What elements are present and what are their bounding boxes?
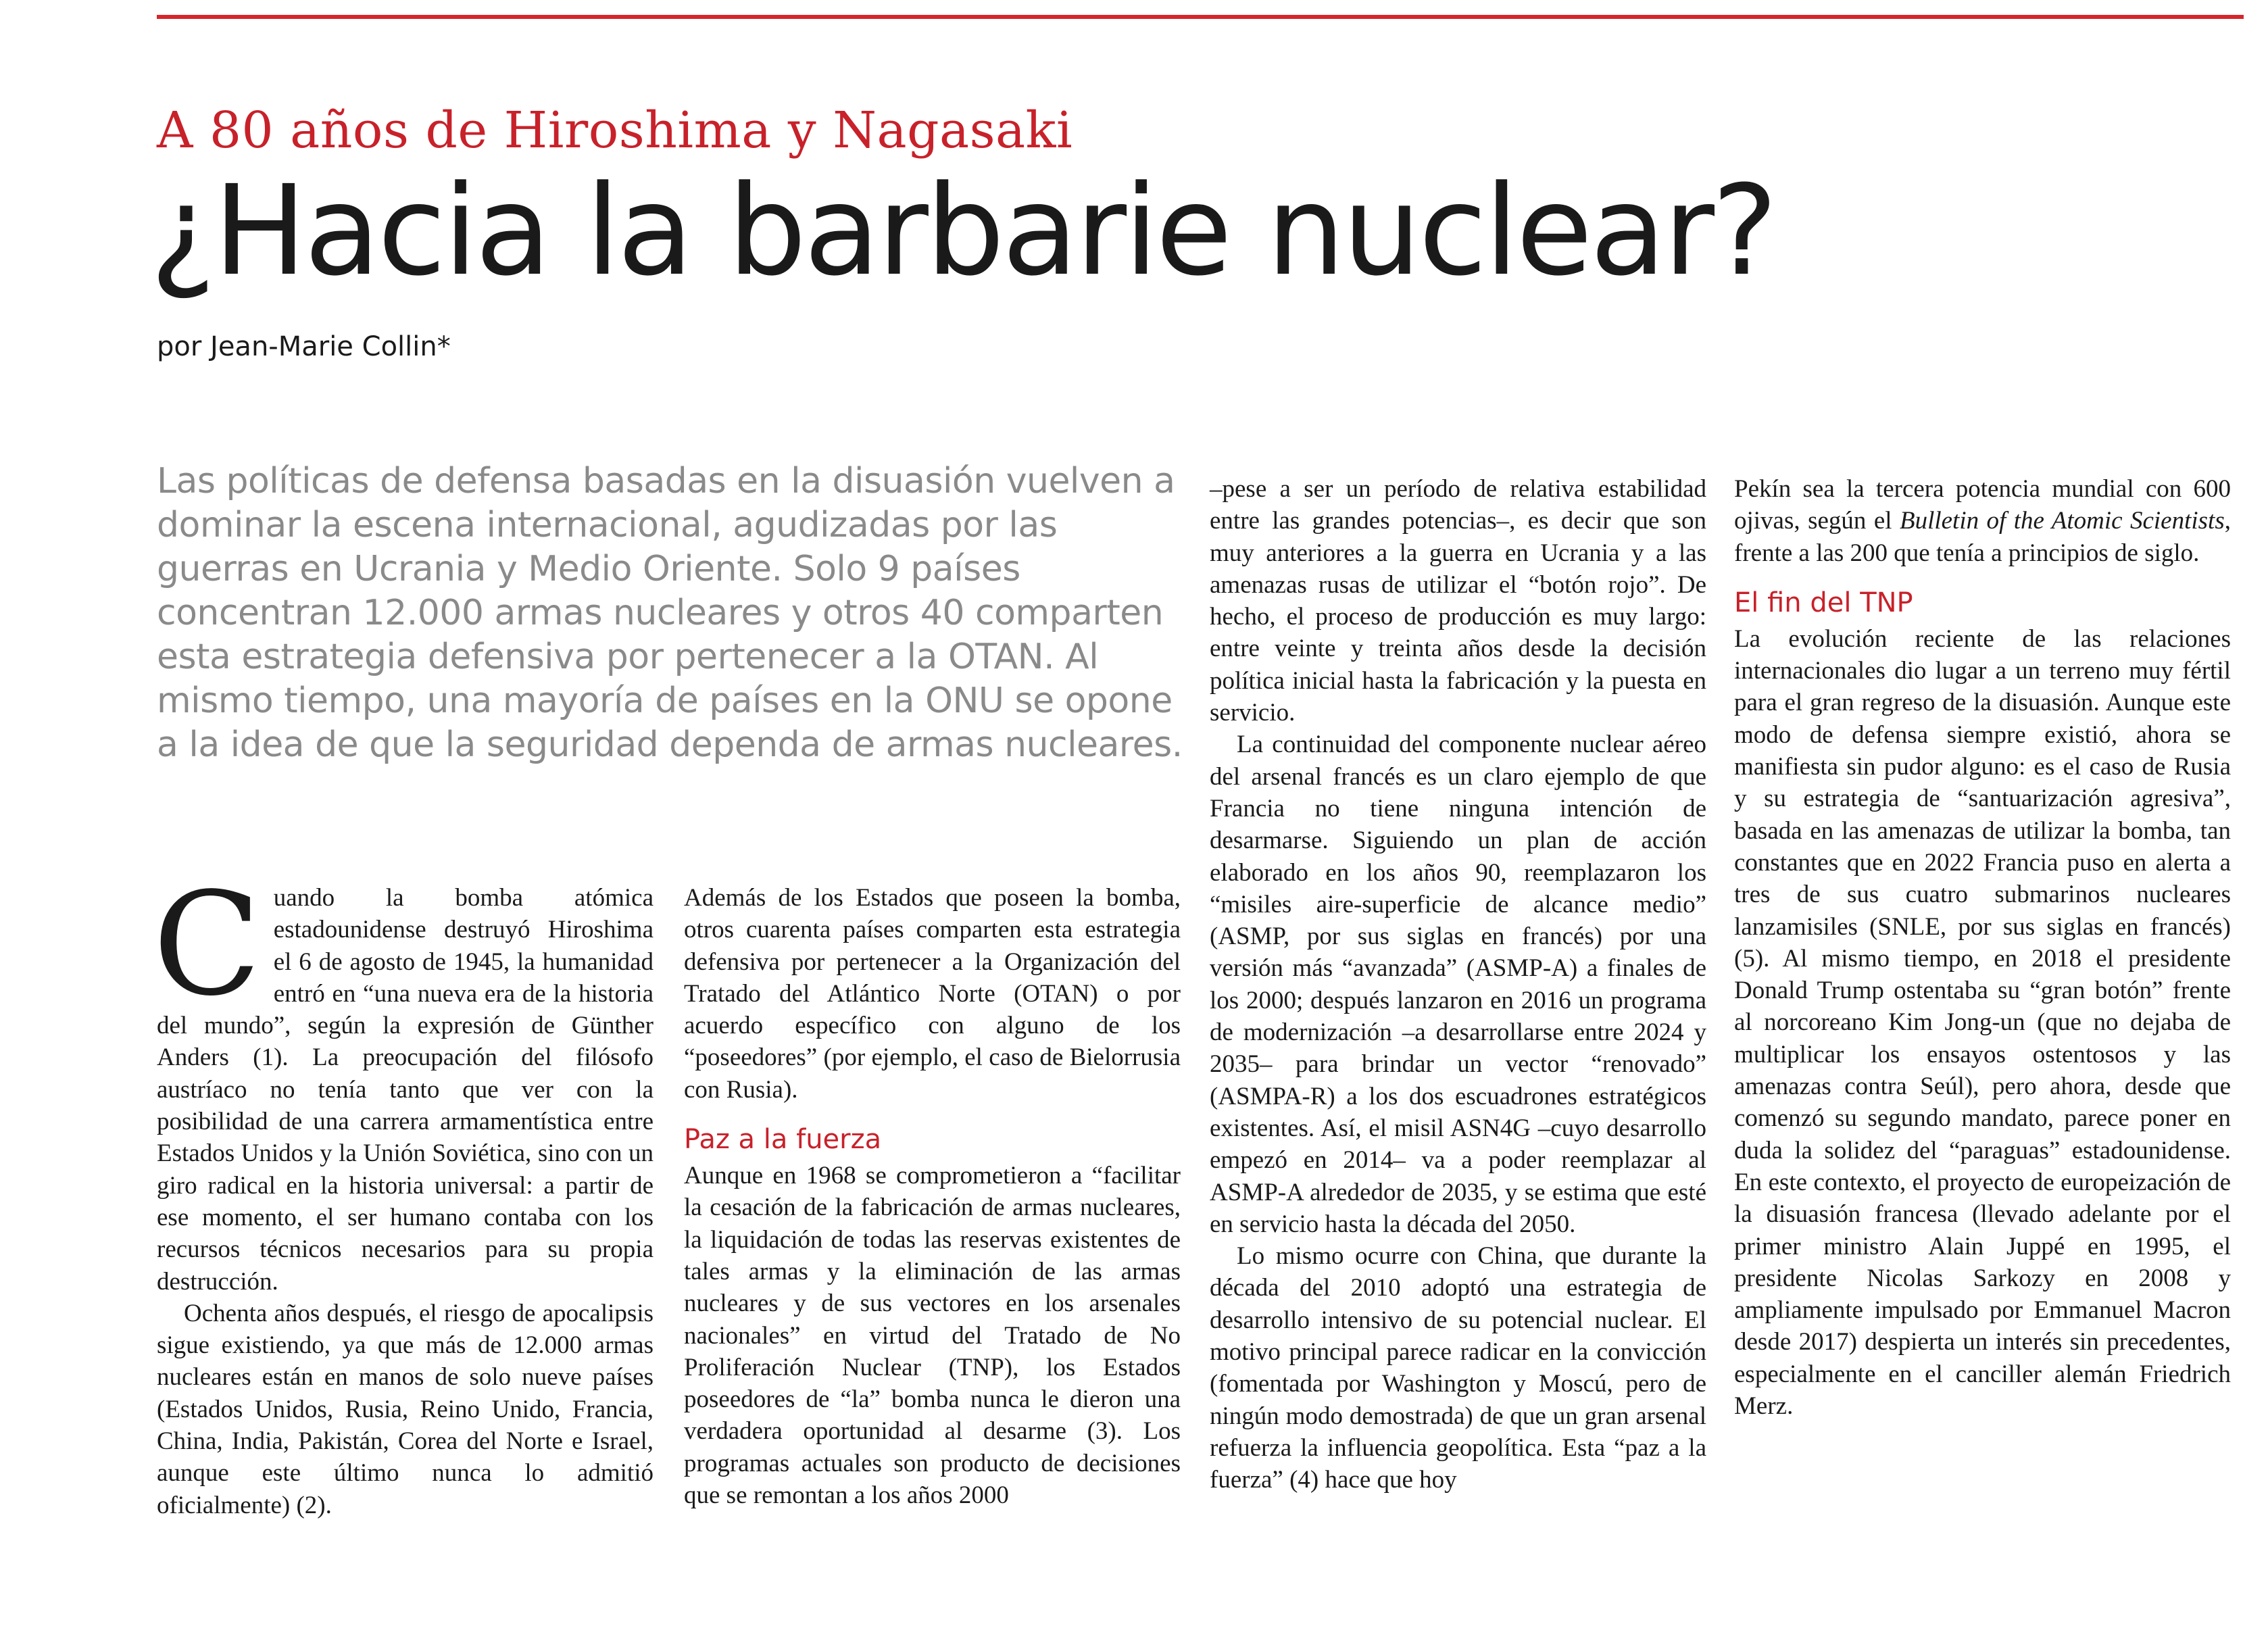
publication-title: Bulletin of the Atomic Scientists [1899, 507, 2225, 535]
paragraph: La evolución reciente de las relaciones internacionales dio lugar a un terreno muy fértil para el gran regreso de la disuasión. Aunque este modo de defensa siempre existió, ahora se manifiesta sin pudor alguno: es el caso de Rusia y su estrategia de “santuarización agresiva”, basada en las amenazas de utilizar la bomba, tan constantes que en 2022 Francia puso en alerta a tres de sus cuatro submarinos nucleares lanzamisiles (SNLE, por sus siglas en francés) (5). Al mismo tiempo, en 2018 el presidente Donald Trump ostentaba su “gran botón” frente al norcoreano Kim Jong-un (que no dejaba de multiplicar los ensayos ostentosos y las amenazas contra Seúl), pero ahora, desde que comenzó su segundo mandato, parece poner en duda la solidez del “paraguas” estadounidense. En este contexto, el proyecto de europeización de la disuasión francesa (llevado adelante por el primer ministro Alain Juppé en 1995, el presidente Nicolas Sarkozy en 2008 y ampliamente impulsado por Emmanuel Macron desde 2017) despierta un interés sin precedentes, especialmente en el canciller alemán Friedrich Merz. [1734, 624, 2231, 1421]
paragraph: Además de los Estados que poseen la bomba, otros cuarenta países comparten esta estrategia defensiva por pertenecer a la Organización del Tratado del Atlántico Norte (OTAN) o por acuerdo específico con alguno de los “poseedores” (por ejemplo, el caso de Bielorrusia con Rusia). [684, 884, 1181, 1104]
paragraph: La continuidad del componente nuclear aéreo del arsenal francés es un claro ejemplo de que Francia no tiene ninguna intención de desarmarse. Siguiendo un plan de acción elaborado en los años 90, reemplazaron los “misiles aire-superficie de alcance medio” (ASMP, por sus siglas en francés) por una versión más “avanzada” (ASMP-A) a finales de los 2000; después lanzaron en 2016 un programa de modernización –a desarrollarse entre 2024 y 2035– para brindar un vector “renovado” (ASMPA-R) a los dos escuadrones estratégicos existentes. Así, el misil ASN4G –cuyo desarrollo empezó en 2014– va a poder reemplazar al ASMP-A alrededor de 2035, y se estima que esté en servicio hasta la década del 2050. [1210, 731, 1706, 1238]
byline: por Jean-Marie Collin* [157, 331, 451, 362]
paragraph: Lo mismo ocurre con China, que durante la década del 2010 adoptó una estrategia de desarrollo intensivo de su potencial nuclear. El motivo principal parece radicar en la convicción (fomentada por Washington y Moscú, pero de ningún modo demostrada) de que un gran arsenal refuerza la influencia geopolítica. Esta “paz a la fuerza” (4) hace que hoy [1210, 1242, 1706, 1494]
paragraph: Aunque en 1968 se comprometieron a “facilitar la cesación de la fabricación de armas nucleares, la liquidación de todas las reservas existentes de tales armas y la eliminación de las armas nucleares y de sus vectores en los arsenales nacionales” en virtud del Tratado de No Proliferación Nuclear (TNP), los Estados poseedores de “la” bomba nunca le dieron una verdadera oportunidad al desarme (3). Los programas actuales son producto de decisiones que se remontan a los años 2000 [684, 1162, 1181, 1510]
column-3 [1210, 473, 1706, 1496]
subhead-paz-a-la-fuerza: Paz a la fuerza [684, 1124, 882, 1156]
drop-cap: C [153, 862, 262, 1027]
lede: Las políticas de defensa basadas en la disuasión vuelven a dominar la escena internacional, agudizadas por las guerras en Ucrania y Medio Oriente. Solo 9 países concentran 12.000 armas nucleares y otros 40 comparten esta estrategia defensiva por pertenecer a la OTAN. Al mismo tiempo, una mayoría de países en la ONU se opone a la idea de que la seguridad dependa de armas nucleares. [157, 461, 1183, 765]
text-run: Pekín sea la tercera potencia mundial con 600 ojivas, según el [1734, 475, 2231, 535]
paragraph: uando la bomba atómica estadounidense destruyó Hiroshima el 6 de agosto de 1945, la humanidad entró en “una nueva era de la historia del mundo”, según la expresión de Günther Anders (1). La preocupación del filósofo austríaco no tenía tanto que ver con la posibilidad de una carrera armamentística entre Estados Unidos y la Unión Soviética, sino con un giro radical en la historia universal: a partir de ese momento, el ser humano contaba con los recursos técnicos necesarios para su propia destrucción. [157, 884, 654, 1296]
column-1 [153, 862, 654, 1521]
top-rule [157, 15, 2244, 19]
kicker: A 80 años de Hiroshima y Nagasaki [157, 101, 1073, 159]
paragraph [1734, 473, 2231, 569]
text-run: , frente a las 200 que tenía a principios de siglo. [1734, 507, 2231, 567]
paragraph: –pese a ser un período de relativa estabilidad entre las grandes potencias–, es decir que son muy anteriores a la guerra en Ucrania y a las amenazas rusas de utilizar el “botón rojo”. De hecho, el proceso de producción es muy largo: entre veinte y treinta años desde la decisión política inicial hasta la fabricación y la puesta en servicio. [1210, 475, 1706, 727]
headline: ¿Hacia la barbarie nuclear? [150, 159, 1775, 303]
column-4 [1734, 473, 2231, 1422]
column-2 [684, 882, 1181, 1511]
paragraph: Ochenta años después, el riesgo de apocalipsis sigue existiendo, ya que más de 12.000 armas nucleares están en manos de solo nueve países (Estados Unidos, Rusia, Reino Unido, Francia, China, India, Pakistán, Corea del Norte e Israel, aunque este último nunca lo admitió oficialmente) (2). [157, 1299, 654, 1519]
subhead-el-fin-del-tnp: El fin del TNP [1734, 587, 1913, 618]
